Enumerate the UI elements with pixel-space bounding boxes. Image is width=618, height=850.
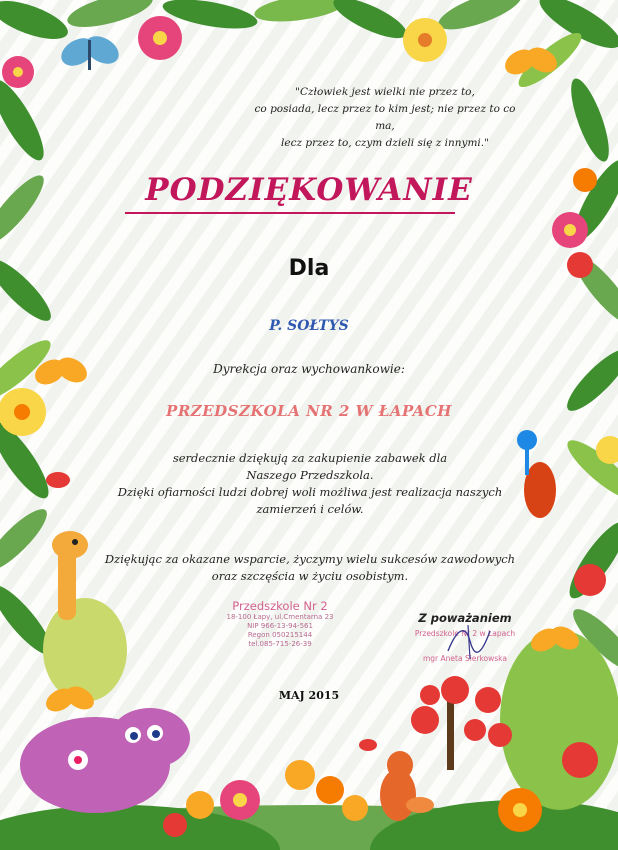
body-line: Dzięki ofiarności ludzi dobrej woli możliwa jest realizacja naszych bbox=[117, 485, 503, 499]
body-line: Dziękując za okazane wsparcie, życzymy wielu sukcesów zawodowych bbox=[104, 552, 516, 566]
handwritten-signature-icon bbox=[440, 621, 500, 661]
thanks-paragraph bbox=[60, 450, 560, 518]
quote-line: "Człowiek jest wielki nie przez to, bbox=[295, 86, 475, 98]
body-line: serdecznie dziękują za zakupienie zabawek dla bbox=[172, 451, 448, 465]
quote-line: co posiada, lecz przez to kim jest; nie przez to co ma, bbox=[254, 103, 516, 132]
egg-icon bbox=[43, 598, 127, 702]
signature-block bbox=[395, 611, 535, 663]
body-line: Naszego Przedszkola. bbox=[246, 468, 374, 482]
body-line: oraz szczęścia w życiu osobistym. bbox=[211, 569, 409, 583]
school-stamp bbox=[205, 600, 355, 649]
motto-quote bbox=[250, 84, 520, 152]
title-underline bbox=[125, 212, 455, 214]
stamp-nip: NIP 966-13-94-561 bbox=[247, 622, 313, 630]
recipient-name: P. SOŁTYS bbox=[269, 318, 349, 334]
stamp-address: 18-100 Łapy, ul.Cmentarna 23 bbox=[226, 613, 334, 621]
certificate-title: PODZIĘKOWANIE bbox=[145, 172, 473, 208]
signature-person: mgr Aneta Sierkowska bbox=[422, 654, 507, 663]
signature-school: Przedszkole Nr 2 w Łapach bbox=[414, 629, 516, 638]
stamp-regon: Regon 050215144 bbox=[247, 631, 313, 639]
body-line: zamierzeń i celów. bbox=[256, 502, 364, 516]
school-name: PRZEDSZKOLA NR 2 W ŁAPACH bbox=[166, 402, 452, 420]
for-label: Dla bbox=[288, 256, 330, 281]
quote-line: lecz przez to, czym dzieli się z innymi." bbox=[281, 137, 489, 149]
wishes-paragraph bbox=[60, 551, 560, 585]
stamp-name: Przedszkole Nr 2 bbox=[232, 599, 328, 613]
issue-date: MAJ 2015 bbox=[278, 689, 340, 702]
stamp-tel: tel.085-715-26-39 bbox=[248, 640, 312, 648]
signature-heading: Z poważaniem bbox=[418, 611, 512, 625]
lead-text: Dyrekcja oraz wychowankowie: bbox=[213, 362, 405, 376]
